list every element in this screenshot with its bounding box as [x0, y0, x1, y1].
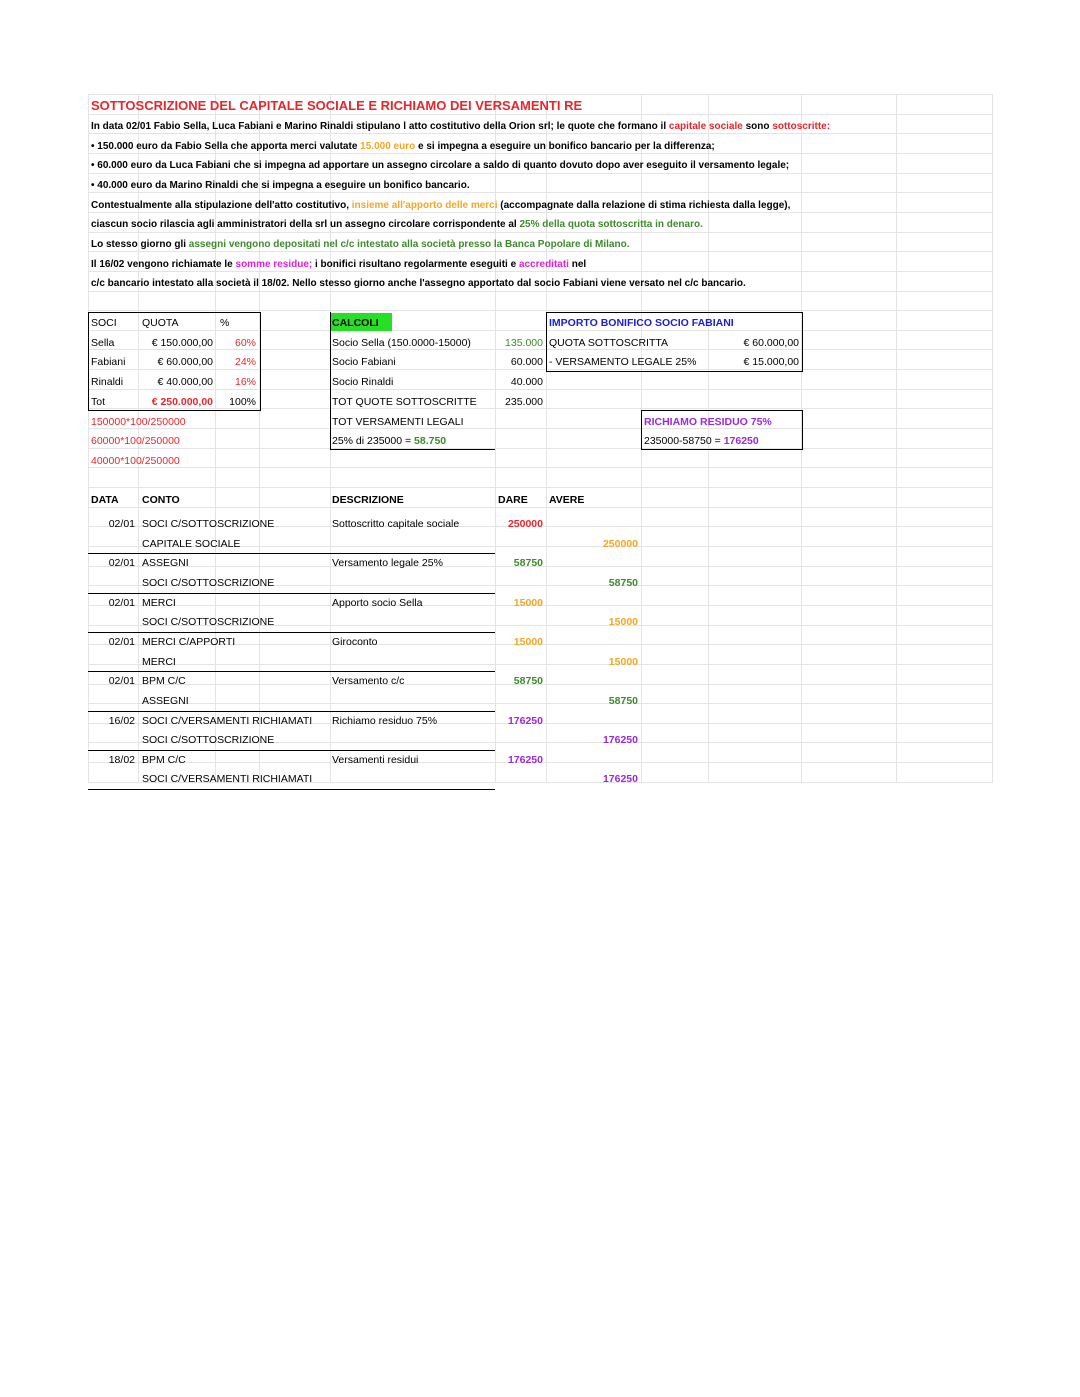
journal-credit-account[interactable]: SOCI C/SOTTOSCRIZIONE [142, 576, 275, 589]
journal-header-dare[interactable]: DARE [498, 494, 528, 506]
soci-pct-tot[interactable]: 100% [229, 396, 256, 408]
calc-value-rinaldi[interactable]: 40.000 [510, 376, 543, 388]
richiamo-header[interactable]: RICHIAMO RESIDUO 75% [644, 416, 772, 428]
intro-line[interactable] [91, 141, 715, 153]
intro-line[interactable] [91, 180, 470, 192]
journal-avere-amount[interactable]: 58750 [608, 694, 638, 707]
intro-text-run: 15.000 euro [360, 140, 416, 152]
grid-row-line [88, 192, 992, 193]
calc-label-tot[interactable]: TOT QUOTE SOTTOSCRITTE [332, 396, 477, 408]
journal-description[interactable]: Versamenti residui [332, 753, 419, 766]
journal-header-descrizione[interactable]: DESCRIZIONE [332, 494, 404, 506]
soci-quota-tot[interactable]: € 250.000,00 [151, 396, 213, 408]
journal-avere-amount[interactable]: 250000 [602, 537, 638, 550]
grid-row-line [88, 428, 992, 429]
soci-quota-rinaldi[interactable]: € 40.000,00 [157, 376, 213, 388]
grid-row-line [88, 153, 992, 154]
intro-line[interactable] [91, 278, 746, 290]
calcoli-header[interactable]: CALCOLI [332, 317, 379, 329]
journal-dare-amount[interactable]: 176250 [507, 714, 543, 727]
grid-row-line [88, 173, 992, 174]
quota-header[interactable]: QUOTA [142, 317, 179, 329]
intro-text-run: e si impegna a eseguire un bonifico bancario per la differenza; [415, 140, 715, 152]
journal-debit-account[interactable]: MERCI [142, 596, 176, 609]
grid-row-line [88, 291, 992, 292]
grid-row-line [88, 448, 992, 449]
intro-line[interactable] [91, 239, 629, 251]
grid-column-line [259, 94, 260, 783]
soci-pct-rinaldi[interactable]: 16% [234, 376, 256, 388]
intro-text-run: • 40.000 euro da Marino Rinaldi che si impegna a eseguire un bonifico bancario. [91, 179, 470, 191]
bonifico-value-versamento[interactable]: € 15.000,00 [743, 356, 799, 368]
calc-value-sella[interactable]: 135.000 [505, 337, 543, 349]
calc-label-sella[interactable]: Socio Sella (150.0000-15000) [332, 337, 471, 349]
journal-date[interactable]: 02/01 [108, 557, 135, 570]
bonifico-label-quota[interactable]: QUOTA SOTTOSCRITTA [549, 337, 669, 349]
grid-row-line [88, 232, 992, 233]
intro-text-run: nel [568, 258, 587, 270]
journal-debit-account[interactable]: ASSEGNI [142, 557, 189, 570]
journal-description[interactable]: Versamento legale 25% [332, 557, 443, 570]
journal-dare-amount[interactable]: 176250 [507, 753, 543, 766]
richiamo-result: 176250 [723, 435, 759, 447]
bonifico-header[interactable]: IMPORTO BONIFICO SOCIO FABIANI [549, 317, 734, 329]
journal-entry-separator [88, 711, 495, 712]
journal-entry-separator [88, 750, 495, 751]
intro-text-run: sottoscritte: [772, 121, 831, 132]
intro-text-run: • 150.000 euro da Fabio Sella che apporta merci valutate [91, 140, 361, 152]
journal-debit-account[interactable]: BPM C/C [142, 753, 186, 766]
journal-credit-account[interactable]: ASSEGNI [142, 694, 189, 707]
intro-text-run: ciascun socio rilascia agli amministratori della srl un assegno circolare corrispondente al [91, 219, 520, 231]
intro-text-run: • 60.000 euro da Luca Fabiani che si impegna ad apportare un assegno circolare a saldo di quanto dovuto dopo aver eseguito il versamento legale; [91, 160, 790, 172]
journal-avere-amount[interactable]: 58750 [608, 576, 638, 589]
journal-debit-account[interactable]: MERCI C/APPORTI [142, 635, 236, 648]
grid-row-line [88, 133, 992, 134]
journal-header-data[interactable]: DATA [91, 494, 119, 506]
bonifico-label-versamento[interactable]: - VERSAMENTO LEGALE 25% [549, 356, 697, 368]
grid-column-line [546, 94, 547, 783]
intro-text-run: (accompagnate dalla relazione di stima richiesta dalla legge), [497, 199, 791, 211]
intro-line[interactable] [91, 121, 830, 133]
journal-entry-separator [88, 593, 495, 594]
grid-column-line [896, 94, 897, 783]
soci-quota-fabiani[interactable]: € 60.000,00 [157, 356, 213, 368]
intro-text-run: Contestualmente alla stipulazione dell'atto costitutivo, [91, 199, 352, 211]
calc-legali-result: 58.750 [414, 435, 447, 447]
journal-debit-account[interactable]: SOCI C/VERSAMENTI RICHIAMATI [142, 714, 313, 727]
calc-legali-formula: 25% di 235000 = [332, 435, 415, 447]
intro-line[interactable] [91, 200, 790, 212]
journal-date[interactable]: 02/01 [108, 635, 135, 648]
intro-text-run: Il 16/02 vengono richiamate le [91, 258, 236, 270]
richiamo-formula-cell[interactable] [644, 435, 759, 447]
calcoli-left-border [330, 312, 331, 450]
journal-date[interactable]: 02/01 [108, 675, 135, 688]
journal-description[interactable]: Sottoscritto capitale sociale [332, 518, 460, 530]
intro-text-run: c/c bancario intestato alla società il 18/02. Nello stesso giorno anche l'assegno apportato dal socio Fabiani viene versato nel c/c bancario. [91, 278, 746, 290]
grid-row-line [88, 664, 992, 665]
soci-pct-fabiani[interactable]: 24% [234, 356, 256, 368]
intro-text-run: accreditati [518, 258, 569, 270]
journal-entry-separator [88, 671, 495, 672]
journal-description[interactable]: Richiamo residuo 75% [332, 714, 438, 727]
journal-description[interactable]: Versamento c/c [332, 675, 405, 688]
intro-text-run: somme residue; [235, 258, 313, 270]
journal-credit-account[interactable]: SOCI C/SOTTOSCRIZIONE [142, 616, 275, 629]
richiamo-formula: 235000-58750 = [644, 435, 724, 447]
journal-credit-account[interactable]: SOCI C/SOTTOSCRIZIONE [142, 734, 275, 747]
intro-line[interactable] [91, 259, 586, 271]
grid-row-line [88, 94, 992, 95]
journal-debit-account[interactable]: BPM C/C [142, 675, 186, 688]
grid-row-line [88, 251, 992, 252]
journal-credit-account[interactable]: MERCI [142, 655, 176, 668]
calc-legali-label[interactable]: TOT VERSAMENTI LEGALI [332, 416, 464, 428]
intro-text-run: Lo stesso giorno gli [91, 238, 189, 250]
soci-name-fabiani[interactable]: Fabiani [91, 356, 126, 368]
grid-row-line [88, 310, 992, 311]
soci-name-tot[interactable]: Tot [91, 396, 106, 408]
journal-entry-separator [88, 553, 495, 554]
intro-text-run: sono [742, 121, 773, 132]
intro-text-run: 25% della quota sottoscritta in denaro. [519, 219, 703, 231]
spreadsheet [88, 94, 992, 786]
calc-label-rinaldi[interactable]: Socio Rinaldi [332, 376, 394, 388]
grid-column-line [215, 94, 216, 783]
journal-header-conto[interactable]: CONTO [142, 494, 180, 506]
journal-dare-amount[interactable]: 15000 [513, 596, 543, 609]
journal-description[interactable]: Giroconto [332, 635, 378, 648]
bonifico-value-quota[interactable]: € 60.000,00 [743, 337, 799, 349]
grid-column-line [992, 94, 993, 783]
calc-value-tot[interactable]: 235.000 [505, 396, 543, 408]
intro-text-run: capitale sociale [668, 121, 743, 132]
grid-row-line [88, 487, 992, 488]
journal-dare-amount[interactable]: 250000 [507, 518, 543, 530]
intro-text-run: insieme all'apporto delle merci [351, 199, 498, 211]
journal-dare-amount[interactable]: 15000 [513, 635, 543, 648]
intro-line[interactable] [91, 160, 789, 172]
calc-value-fabiani[interactable]: 60.000 [510, 356, 543, 368]
soci-quota-sella[interactable]: € 150.000,00 [151, 337, 213, 349]
journal-date[interactable]: 18/02 [108, 753, 135, 766]
grid-row-line [88, 467, 992, 468]
soci-name-sella[interactable]: Sella [91, 337, 115, 349]
journal-avere-amount[interactable]: 176250 [602, 734, 638, 747]
journal-dare-amount[interactable]: 58750 [513, 557, 543, 570]
journal-header-avere[interactable]: AVERE [549, 494, 585, 506]
calc-label-fabiani[interactable]: Socio Fabiani [332, 356, 396, 368]
journal-date[interactable]: 16/02 [108, 714, 135, 727]
grid-row-line [88, 212, 992, 213]
soci-name-rinaldi[interactable]: Rinaldi [91, 376, 124, 388]
intro-text-run: In data 02/01 Fabio Sella, Luca Fabiani e Marino Rinaldi stipulano l atto costitutivo della Orion srl; le quote che formano il [91, 121, 669, 132]
grid-row-line [88, 703, 992, 704]
journal-date[interactable]: 02/01 [108, 518, 135, 530]
formula-fabiani[interactable]: 60000*100/250000 [91, 435, 180, 447]
journal-entry-separator [88, 789, 495, 790]
formula-rinaldi[interactable]: 40000*100/250000 [91, 455, 180, 467]
soci-header[interactable]: SOCI [91, 317, 117, 329]
pct-header[interactable]: % [220, 317, 230, 329]
journal-credit-account[interactable]: CAPITALE SOCIALE [142, 537, 241, 550]
journal-avere-amount[interactable]: 15000 [608, 655, 638, 668]
calcoli-bottom-border [330, 449, 495, 450]
journal-avere-amount[interactable]: 176250 [602, 773, 638, 786]
journal-entry-separator [88, 632, 495, 633]
journal-debit-account[interactable]: SOCI C/SOTTOSCRIZIONE [142, 518, 275, 530]
journal-description[interactable]: Apporto socio Sella [332, 596, 423, 609]
journal-avere-amount[interactable]: 15000 [608, 616, 638, 629]
grid-row-line [88, 271, 992, 272]
calc-legali-formula-cell[interactable] [332, 435, 446, 447]
journal-credit-account[interactable]: SOCI C/VERSAMENTI RICHIAMATI [142, 773, 313, 786]
journal-dare-amount[interactable]: 58750 [513, 675, 543, 688]
sheet-title[interactable]: SOTTOSCRIZIONE DEL CAPITALE SOCIALE E RICHIAMO DEI VERSAMENTI RE [91, 98, 583, 113]
soci-pct-sella[interactable]: 60% [234, 337, 256, 349]
intro-text-run: i bonifici risultano regolarmente eseguiti e [312, 258, 519, 270]
intro-text-run: assegni vengono depositati nel c/c intestato alla società presso la Banca Popolare di Milano. [188, 238, 630, 250]
formula-sella[interactable]: 150000*100/250000 [91, 416, 186, 428]
journal-date[interactable]: 02/01 [108, 596, 135, 609]
grid-row-line [88, 114, 992, 115]
grid-row-line [88, 507, 992, 508]
intro-line[interactable] [91, 219, 703, 231]
